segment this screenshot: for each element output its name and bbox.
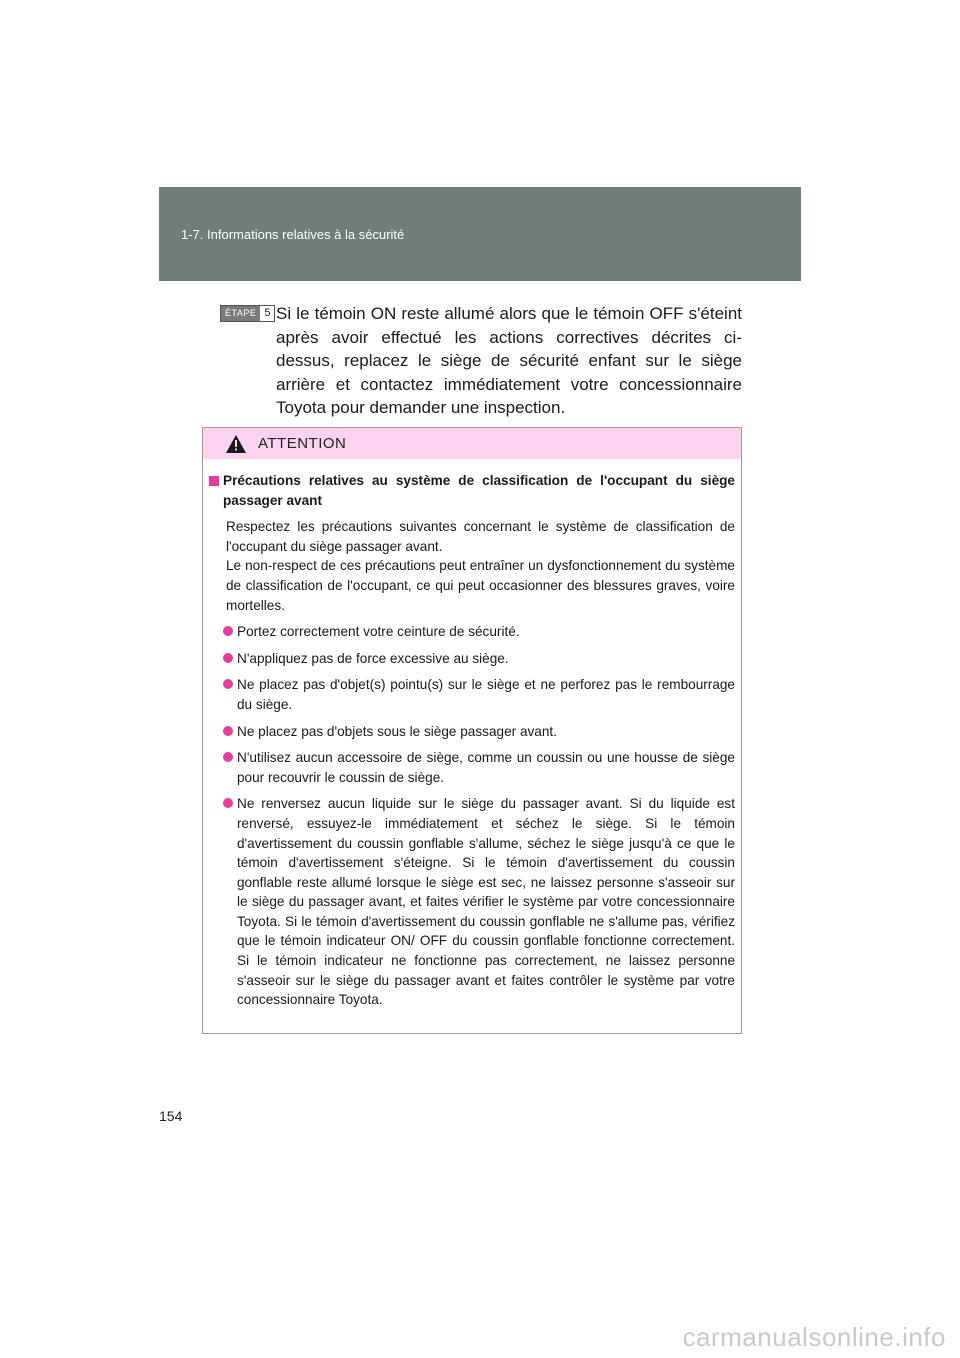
list-item-text: Ne placez pas d'objet(s) pointu(s) sur le siège et ne perforez pas le rembourrage du siège. [237, 677, 735, 712]
page-number: 154 [159, 1108, 183, 1124]
watermark: carmanualsonline.info [682, 1322, 946, 1352]
round-bullet-icon [223, 653, 233, 663]
list-item [223, 748, 735, 787]
round-bullet-icon [223, 726, 233, 736]
caution-subheading-text: Précautions relatives au système de classification de l'occupant du siège passager avant [223, 473, 735, 508]
section-title: 1-7. Informations relatives à la sécurité [181, 227, 405, 242]
list-item-text: N'utilisez aucun accessoire de siège, comme un coussin ou une housse de siège pour recouvrir le coussin de siège. [237, 750, 735, 785]
caution-body [203, 459, 741, 1010]
list-item-text: N'appliquez pas de force excessive au siège. [237, 650, 509, 666]
section-header-band [159, 187, 801, 281]
caution-box [202, 427, 742, 1034]
caution-subheading [209, 471, 735, 510]
caution-title: ATTENTION [258, 435, 347, 452]
round-bullet-icon [223, 626, 233, 636]
warning-triangle-icon [225, 434, 247, 454]
caution-intro-line-2: Le non-respect de ces précautions peut entraîner un dysfonctionnement du système de classification de l'occupant, ce qui peut occasionner des blessures graves, voire mortelles. [226, 558, 735, 613]
list-item [223, 675, 735, 714]
caution-intro-line-1: Respectez les précautions suivantes concernant le système de classification de l'occupant du siège passager avant. [226, 519, 735, 554]
round-bullet-icon [223, 752, 233, 762]
caution-header [203, 428, 741, 459]
list-item [223, 649, 735, 669]
step-badge-number: 5 [264, 307, 271, 319]
step-text: Si le témoin ON reste allumé alors que le témoin OFF s'éteint après avoir effectué les actions correctives décrites ci-dessus, replacez le siège de sécurité enfant sur le siège arrière et contactez immédiatement votre concessionnaire Toyota pour demander une inspection. [276, 304, 742, 417]
square-bullet-icon [209, 476, 219, 486]
list-item-text: Ne renversez aucun liquide sur le siège du passager avant. Si du liquide est renversé, essuyez-le immédiatement et séchez le siège. Si le témoin d'avertissement du coussin gonflable s'allume, séchez le siège jusqu'à ce que le témoin d'avertissement s'éteigne. Si le témoin d'avertissement du coussin gonflable reste allumé lorsque le siège est sec, ne laissez personne s'asseoir sur le siège du passager avant, et faites vérifier le système par votre concessionnaire Toyota. Si le témoin d'avertissement du coussin gonflable ne s'allume pas, vérifiez que le témoin indicateur ON/ OFF du coussin gonflable fonctionne correctement. Si le témoin indicateur ne fonctionne pas correctement, ne laissez personne s'asseoir sur le siège du passager avant et faites contrôler le système par votre concessionnaire Toyota. [237, 796, 735, 1008]
round-bullet-icon [223, 798, 233, 808]
list-item [223, 722, 735, 742]
step-badge [220, 305, 275, 322]
round-bullet-icon [223, 679, 233, 689]
list-item [223, 794, 735, 1010]
caution-intro-paragraph [226, 517, 735, 615]
step-block [220, 302, 742, 420]
list-item [223, 622, 735, 642]
step-badge-label: ÉTAPE [221, 306, 260, 321]
list-item-text: Ne placez pas d'objets sous le siège passager avant. [237, 723, 557, 739]
list-item-text: Portez correctement votre ceinture de sécurité. [237, 624, 520, 640]
